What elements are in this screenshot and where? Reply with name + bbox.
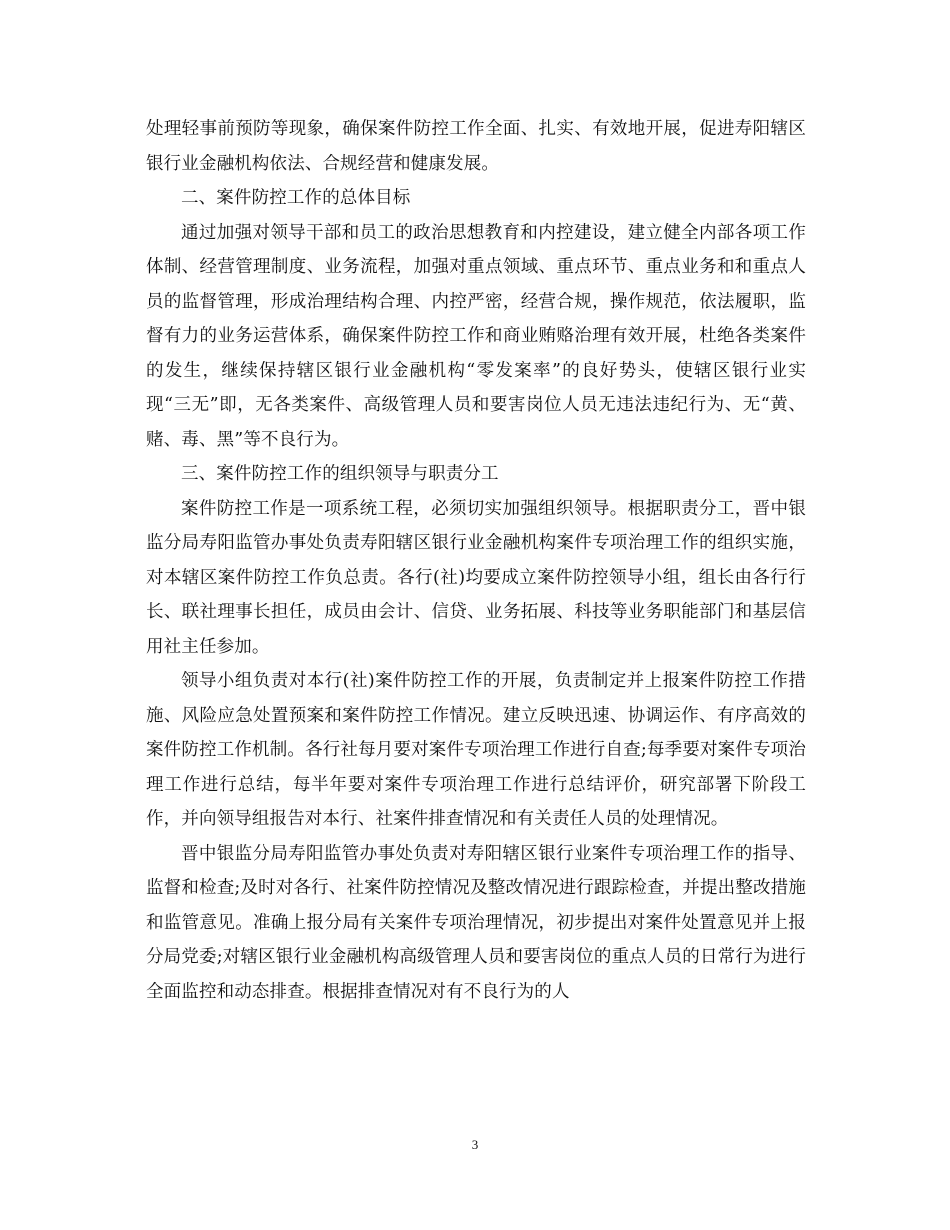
paragraph-continuation: 处理轻事前预防等现象，确保案件防控工作全面、扎实、有效地开展，促进寿阳辖区银行业金融机构依法、合规经营和健康发展。	[146, 119, 806, 174]
page-number: 3	[471, 1137, 479, 1152]
document-body	[146, 112, 806, 1009]
paragraph-supervision: 晋中银监分局寿阳监管办事处负责对寿阳辖区银行业案件专项治理工作的指导、监督和检查;及时对各行、社案件防控情况及整改情况进行跟踪检查，并提出整改措施和监管意见。准确上报分局有关案件专项治理情况，初步提出对案件处置意见并上报分局党委;对辖区银行业金融机构高级管理人员和要害岗位的重点人员的日常行为进行全面监控和动态排查。根据排查情况对有不良行为的人	[146, 843, 806, 1002]
paragraph-leadership-group: 领导小组负责对本行(社)案件防控工作的开展，负责制定并上报案件防控工作措施、风险应急处置预案和案件防控工作情况。建立反映迅速、协调运作、有序高效的案件防控工作机制。各行社每月要对案件专项治理工作进行自查;每季要对案件专项治理工作进行总结，每半年要对案件专项治理工作进行总结评价，研究部署下阶段工作，并向领导组报告对本行、社案件排查情况和有关责任人员的处理情况。	[146, 671, 806, 829]
section-heading-3: 三、案件防控工作的组织领导与职责分工	[181, 464, 499, 484]
paragraph-organization: 案件防控工作是一项系统工程，必须切实加强组织领导。根据职责分工，晋中银监分局寿阳监管办事处负责寿阳辖区银行业金融机构案件专项治理工作的组织实施，对本辖区案件防控工作负总责。各行(社)均要成立案件防控领导小组，组长由各行行长、联社理事长担任，成员由会计、信贷、业务拓展、科技等业务职能部门和基层信用社主任参加。	[146, 498, 806, 657]
paragraph-overall-goals: 通过加强对领导干部和员工的政治思想教育和内控建设，建立健全内部各项工作体制、经营管理制度、业务流程，加强对重点领域、重点环节、重点业务和和重点人员的监督管理，形成治理结构合理、内控严密，经营合规，操作规范，依法履职，监督有力的业务运营体系，确保案件防控工作和商业贿赂治理有效开展，杜绝各类案件的发生，继续保持辖区银行业金融机构“零发案率”的良好势头，使辖区银行业实现“三无”即，无各类案件、高级管理人员和要害岗位人员无违法违纪行为、无“黄、赌、毒、黑”等不良行为。	[146, 222, 806, 450]
section-heading-2: 二、案件防控工作的总体目标	[181, 188, 411, 208]
